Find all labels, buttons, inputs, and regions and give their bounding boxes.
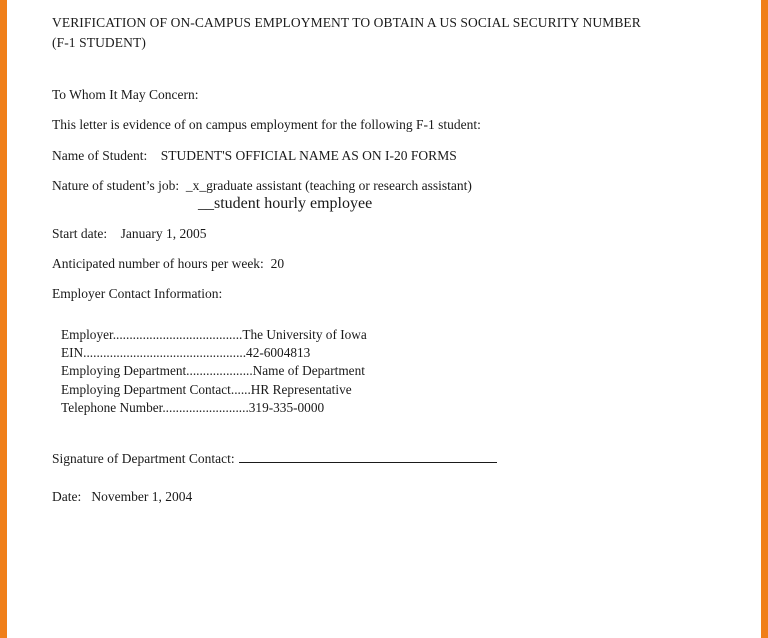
signature-label: Signature of Department Contact:	[52, 451, 235, 467]
spacer	[52, 273, 728, 285]
signature-line[interactable]	[239, 452, 497, 464]
contact-line-department-contact: Employing Department Contact......HR Representative	[61, 381, 352, 397]
student-name-label: Name of Student:	[52, 147, 148, 163]
intro-paragraph: This letter is evidence of on campus employment for the following F-1 student:	[52, 117, 481, 133]
student-name-row	[52, 147, 728, 165]
hours-label: Anticipated number of hours per week:	[52, 256, 264, 272]
spacer	[52, 165, 728, 177]
start-date-label: Start date:	[52, 226, 108, 241]
spacer	[52, 52, 728, 86]
spacer	[52, 135, 728, 147]
date-label: Date:	[52, 489, 82, 505]
job-label: Nature of student’s job:	[52, 177, 180, 193]
right-orange-border	[761, 0, 768, 638]
title-line-2: (F-1 STUDENT)	[52, 34, 146, 50]
contact-line-employer: Employer.......................................The University of Iowa	[61, 326, 367, 342]
page-title	[52, 13, 728, 52]
hours-row	[52, 255, 728, 273]
employer-contact-heading: Employer Contact Information:	[52, 286, 223, 302]
contact-line-telephone: Telephone Number..........................319-335-0000	[61, 400, 325, 416]
job-nature-row	[52, 177, 728, 195]
salutation: To Whom It May Concern:	[52, 87, 199, 103]
contact-line-department: Employing Department....................Name of Department	[61, 363, 365, 379]
job-option-checked: _x_graduate assistant (teaching or research assistant)	[185, 177, 472, 193]
signature-row	[52, 451, 728, 467]
employer-contact-block	[52, 326, 728, 418]
left-orange-border	[0, 0, 7, 638]
date-row	[52, 489, 728, 505]
spacer	[52, 104, 728, 116]
spacer	[52, 213, 728, 225]
date-value: November 1, 2004	[91, 489, 193, 505]
job-option-unchecked: __student hourly employee	[198, 195, 373, 212]
hours-value: 20	[270, 256, 285, 272]
title-line-1: VERIFICATION OF ON-CAMPUS EMPLOYMENT TO OBTAIN A US SOCIAL SECURITY NUMBER	[52, 15, 641, 30]
student-name-value: STUDENT'S OFFICIAL NAME AS ON I-20 FORMS	[160, 147, 457, 163]
start-date-row	[52, 225, 728, 243]
spacer	[52, 243, 728, 255]
document-content	[52, 13, 728, 519]
contact-line-ein: EIN.................................................42-6004813	[61, 345, 311, 360]
start-date-value: January 1, 2005	[120, 226, 207, 241]
